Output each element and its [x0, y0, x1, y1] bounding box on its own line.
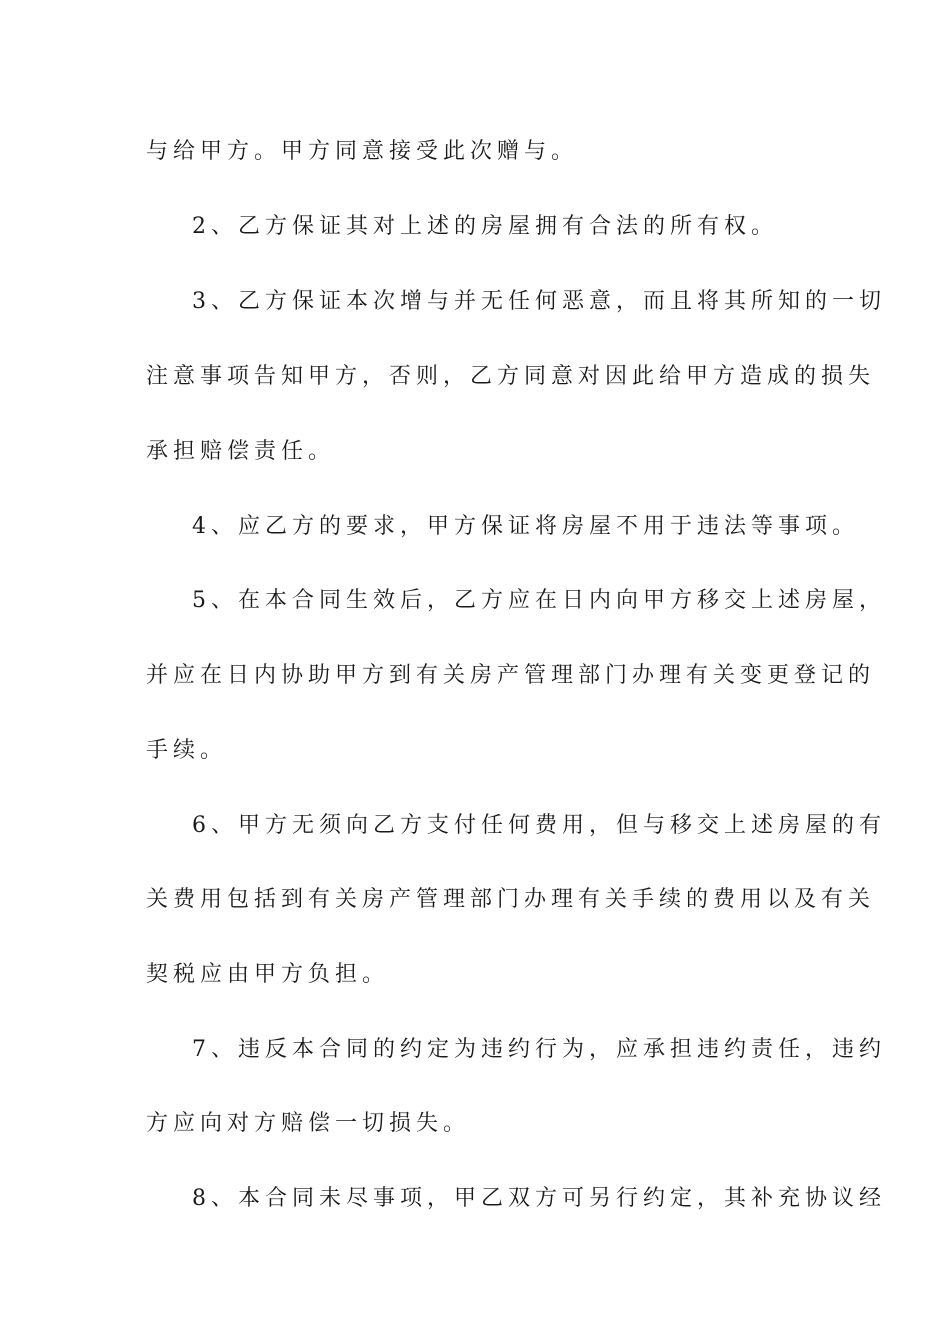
clause-7-line-2: 方应向对方赔偿一切损失。	[146, 1111, 471, 1136]
clause-6-line-3: 契税应由甲方负担。	[146, 962, 390, 987]
clause-3-line-1: 3、乙方保证本次增与并无任何恶意，而且将其所知的一切	[192, 289, 886, 314]
clause-3-line-3: 承担赔偿责任。	[146, 439, 336, 464]
clause-5-line-1: 5、在本合同生效后，乙方应在日内向甲方移交上述房屋，	[192, 588, 886, 613]
clause-2: 2、乙方保证其对上述的房屋拥有合法的所有权。	[192, 214, 778, 239]
clause-5-line-3: 手续。	[146, 738, 228, 763]
clause-4: 4、应乙方的要求，甲方保证将房屋不用于违法等事项。	[192, 514, 859, 539]
clause-6-line-1: 6、甲方无须向乙方支付任何费用，但与移交上述房屋的有	[192, 813, 886, 838]
clause-7-line-1: 7、违反本合同的约定为违约行为，应承担违约责任，违约	[192, 1037, 886, 1062]
clause-6-line-2: 关费用包括到有关房产管理部门办理有关手续的费用以及有关	[146, 887, 876, 912]
clause-1-continuation: 与给甲方。甲方同意接受此次赠与。	[146, 139, 579, 164]
clause-8-line-1: 8、本合同未尽事项，甲乙双方可另行约定，其补充协议经	[192, 1186, 886, 1211]
clause-5-line-2: 并应在日内协助甲方到有关房产管理部门办理有关变更登记的	[146, 663, 876, 688]
clause-3-line-2: 注意事项告知甲方，否则，乙方同意对因此给甲方造成的损失	[146, 364, 876, 389]
